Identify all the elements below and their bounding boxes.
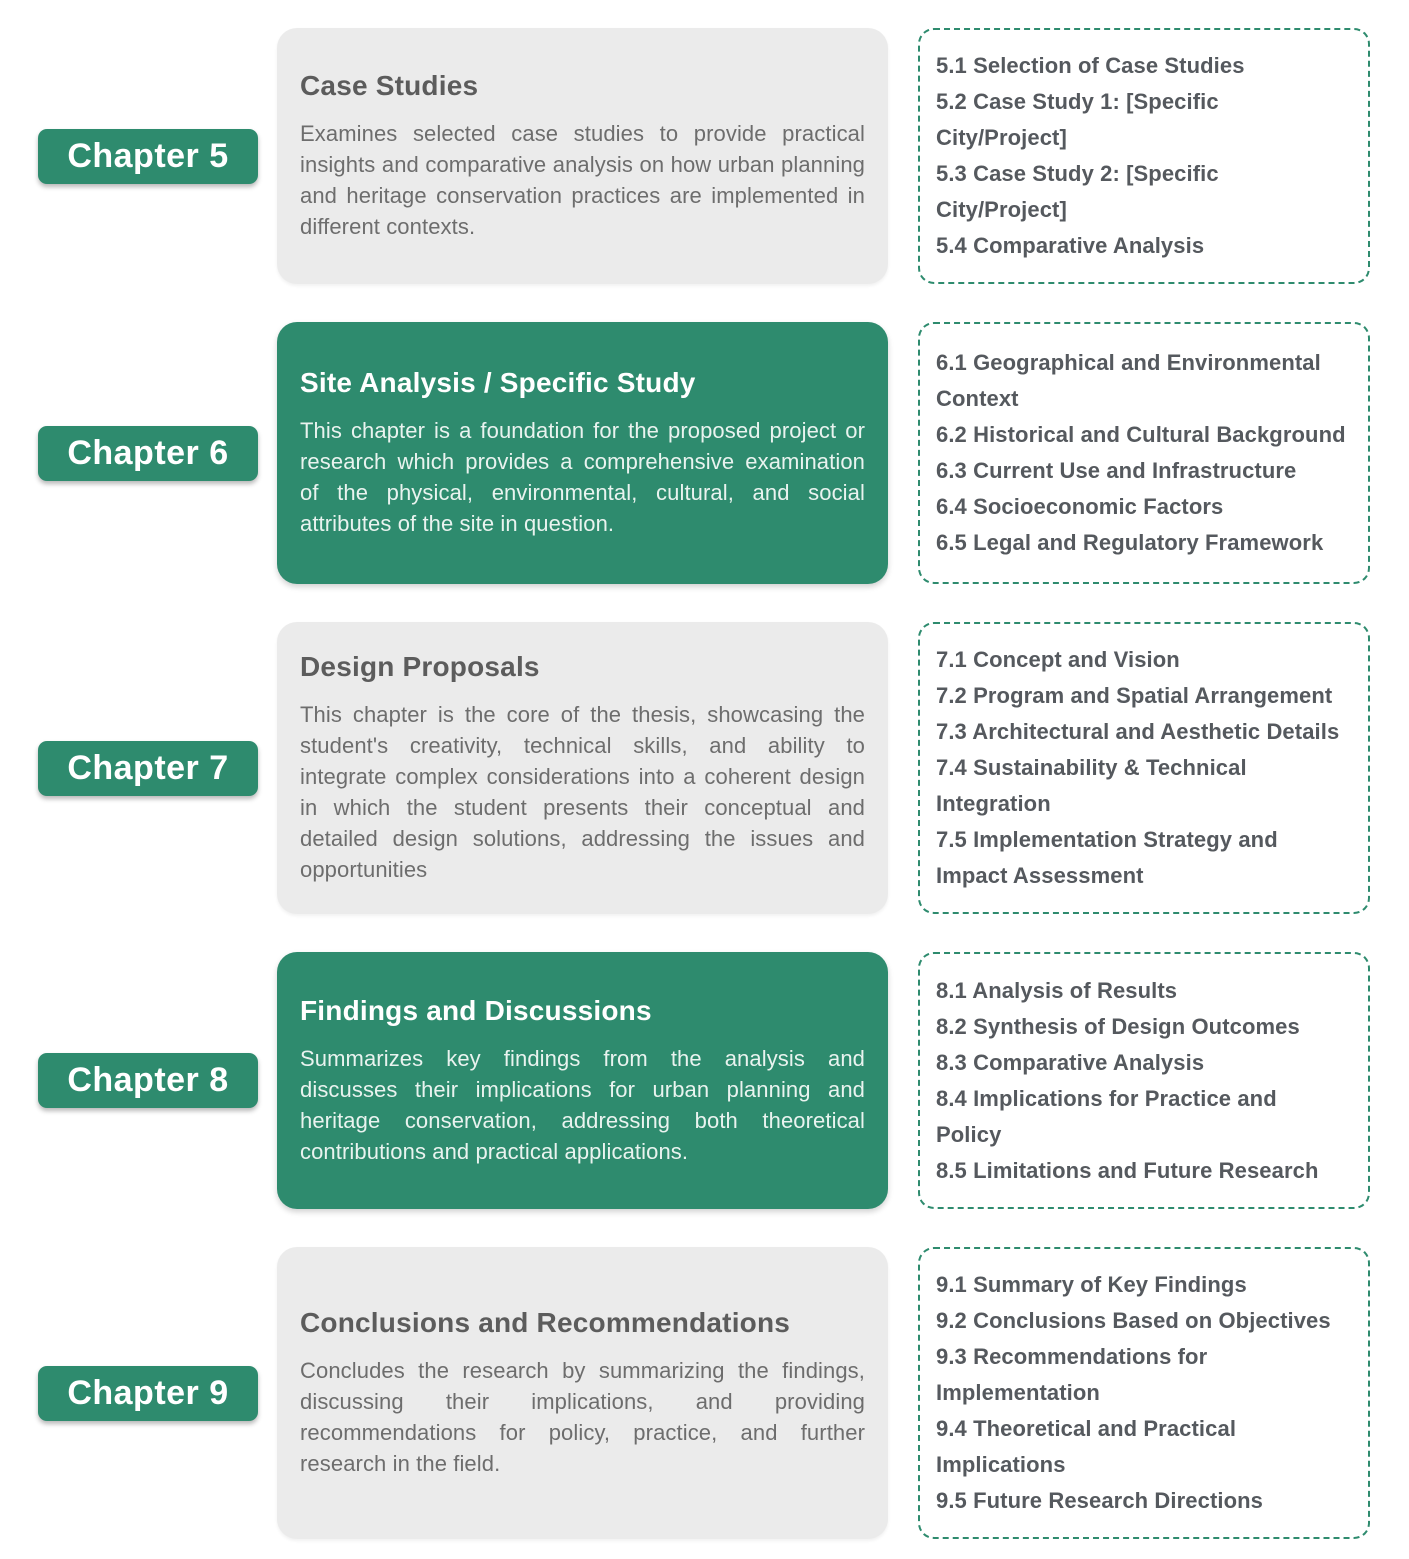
chapter-badge-column bbox=[38, 952, 258, 1209]
subsection-item: 9.5 Future Research Directions bbox=[936, 1488, 1264, 1513]
subsection-item: 8.1 Analysis of Results bbox=[936, 977, 1178, 1003]
chapter-badge-column bbox=[38, 28, 258, 284]
chapter-badge-column bbox=[38, 1247, 258, 1539]
chapter-row bbox=[38, 322, 1370, 584]
chapter-title: Site Analysis / Specific Study bbox=[300, 367, 696, 398]
subsection-item: 6.4 Socioeconomic Factors bbox=[936, 494, 1224, 519]
subsection-item: 6.5 Legal and Regulatory Framework bbox=[936, 530, 1324, 555]
chapter-row bbox=[38, 622, 1370, 914]
subsection-list bbox=[918, 1247, 1370, 1539]
subsection-list bbox=[918, 322, 1370, 584]
subsection-item: 6.2 Historical and Cultural Background bbox=[936, 422, 1346, 447]
chapter-rows bbox=[38, 28, 1370, 1539]
chapter-description: Concludes the research by summarizing the findings, discussing their implications, and providing recommendations for policy, practice, and further research in the field. bbox=[300, 1358, 865, 1476]
chapter-description: This chapter is the core of the thesis, showcasing the student's creativity, technical skills, and ability to integrate complex considerations into a coherent design in which the student presents their conceptual and detailed design solutions, addressing the issues and opportunities bbox=[300, 702, 865, 882]
subsection-item: 7.2 Program and Spatial Arrangement bbox=[936, 683, 1333, 708]
chapter-card bbox=[277, 622, 888, 914]
subsection-item: 8.3 Comparative Analysis bbox=[936, 1049, 1205, 1075]
subsection-item: 7.4 Sustainability & Technical Integration bbox=[936, 755, 1247, 816]
chapter-title: Conclusions and Recommendations bbox=[300, 1307, 791, 1338]
chapter-card bbox=[277, 952, 888, 1209]
chapter-badge: Chapter 9 bbox=[38, 1366, 258, 1421]
chapter-badge: Chapter 5 bbox=[38, 129, 258, 184]
chapter-row bbox=[38, 1247, 1370, 1539]
chapter-title: Design Proposals bbox=[300, 651, 540, 682]
chapter-badge: Chapter 6 bbox=[38, 426, 258, 481]
subsection-item: 8.4 Implications for Practice and Policy bbox=[936, 1085, 1277, 1147]
chapter-card bbox=[277, 28, 888, 284]
chapter-badge: Chapter 7 bbox=[38, 741, 258, 796]
subsection-item: 9.2 Conclusions Based on Objectives bbox=[936, 1308, 1331, 1333]
subsection-list bbox=[918, 622, 1370, 914]
subsection-list bbox=[918, 28, 1370, 284]
chapter-row bbox=[38, 952, 1370, 1209]
subsection-item: 9.1 Summary of Key Findings bbox=[936, 1272, 1247, 1297]
subsection-list bbox=[918, 952, 1370, 1209]
subsection-item: 8.2 Synthesis of Design Outcomes bbox=[936, 1013, 1300, 1039]
subsection-item: 7.1 Concept and Vision bbox=[936, 647, 1180, 672]
subsection-item: 5.1 Selection of Case Studies bbox=[936, 53, 1245, 78]
subsection-item: 9.4 Theoretical and Practical Implications bbox=[936, 1416, 1237, 1477]
subsection-item: 7.5 Implementation Strategy and Impact Assessment bbox=[936, 827, 1278, 888]
chapter-title: Findings and Discussions bbox=[300, 994, 652, 1026]
subsection-item: 8.5 Limitations and Future Research bbox=[936, 1157, 1319, 1183]
subsection-item: 6.3 Current Use and Infrastructure bbox=[936, 458, 1297, 483]
chapter-row bbox=[38, 28, 1370, 284]
subsection-item: 5.3 Case Study 2: [Specific City/Project] bbox=[936, 161, 1219, 222]
subsection-item: 6.1 Geographical and Environmental Context bbox=[936, 350, 1321, 411]
chapter-badge-column bbox=[38, 622, 258, 914]
subsection-item: 5.4 Comparative Analysis bbox=[936, 233, 1205, 258]
chapter-card bbox=[277, 322, 888, 584]
chapter-description: Summarizes key findings from the analysis and discusses their implications for urban planning and heritage conservation, addressing both theoretical contributions and practical applications. bbox=[300, 1045, 865, 1164]
chapter-title: Case Studies bbox=[300, 70, 479, 101]
chapter-description: Examines selected case studies to provide practical insights and comparative analysis on how urban planning and heritage conservation practices are implemented in different contexts. bbox=[300, 121, 865, 239]
subsection-item: 7.3 Architectural and Aesthetic Details bbox=[936, 719, 1340, 744]
chapter-description: This chapter is a foundation for the proposed project or research which provides a comprehensive examination of the physical, environmental, cultural, and social attributes of the site in question. bbox=[300, 418, 865, 536]
subsection-item: 5.2 Case Study 1: [Specific City/Project] bbox=[936, 89, 1219, 150]
chapter-badge: Chapter 8 bbox=[38, 1053, 258, 1108]
chapter-badge-column bbox=[38, 322, 258, 584]
chapter-card bbox=[277, 1247, 888, 1539]
subsection-item: 9.3 Recommendations for Implementation bbox=[936, 1344, 1208, 1405]
